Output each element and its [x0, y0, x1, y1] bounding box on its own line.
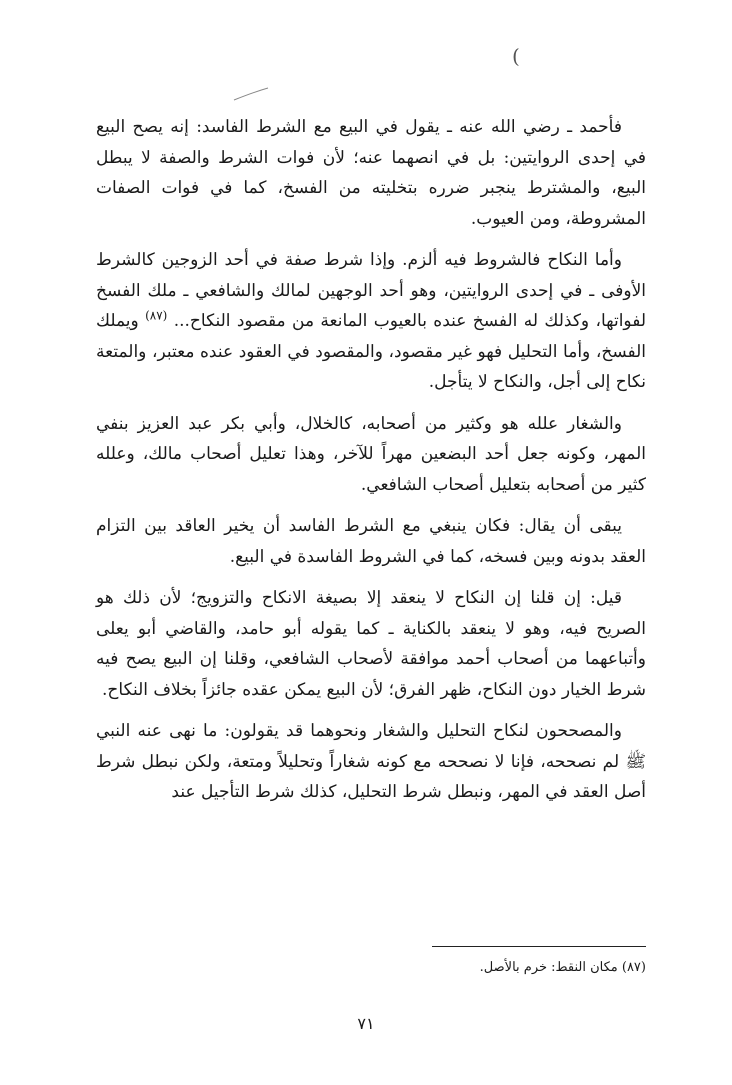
paragraph-2-text: وأما النكاح فالشروط فيه ألزم. وإذا شرط صفة في أحد الزوجين كالشرط الأوفى ـ في إحدى الروايتين، وهو أحد الوجهين لمالك والشافعي ـ ملك الفسخ لفواتها، وكذلك له الفسخ عنده بالعيوب المانعة من مقصود النكاح...: [96, 250, 646, 331]
top-bracket-mark: (: [512, 44, 520, 68]
paragraph-3: والشغار علله هو وكثير من أصحابه، كالخلال، وأبي بكر عبد العزيز بنفي المهر، وكونه جعل أحد البضعين مهراً للآخر، وهذا تعليل أصحاب مالك، وعلله كثير من أصحابه بتعليل أصحاب الشافعي.: [96, 413, 646, 495]
pencil-mark-icon: [232, 86, 272, 104]
paragraph-5: قيل: إن قلنا إن النكاح لا ينعقد إلا بصيغة الانكاح والتزويج؛ لأن ذلك هو الصريح فيه، وهو لا ينعقد بالكناية ـ كما يقوله أبو حامد، والقاضي أبو يعلى وأتباعهما من أصحاب أحمد موافقة لأصحاب الشافعي، وقلنا إن البيع يصح فيه شرط الخيار دون النكاح، ظهر الفرق؛ لأن البيع يمكن عقده جائزاً بخلاف النكاح.: [96, 588, 646, 700]
paragraph-2: [96, 245, 646, 398]
paragraph-4: يبقى أن يقال: فكان ينبغي مع الشرط الفاسد أن يخير العاقد بين التزام العقد بدونه وبين فسخه، كما في الشروط الفاسدة في البيع.: [96, 516, 646, 567]
paragraph-2-tail: ويملك الفسخ، وأما التحليل فهو غير مقصود، والمقصود في العقود عنده معتبر، والمتعة نكاح إلى أجل، والنكاح لا يتأجل.: [96, 311, 646, 392]
page-number: ٧١: [357, 1014, 375, 1033]
footnote-reference[interactable]: (٨٧): [145, 308, 168, 323]
paragraph-6: والمصححون لنكاح التحليل والشغار ونحوهما قد يقولون: ما نهى عنه النبي ﷺ لم نصححه، فإنا لا نصححه مع كونه شغاراً وتحليلاً ومتعة، ولكن نبطل شرط أصل العقد في المهر، ونبطل شرط التحليل، كذلك شرط التأجيل عند: [96, 721, 646, 802]
footnote: (٨٧) مكان النقط: خرم بالأصل.: [479, 960, 646, 975]
main-text: [96, 112, 646, 819]
footnote-divider: [432, 946, 646, 947]
paragraph-1: فأحمد ـ رضي الله عنه ـ يقول في البيع مع الشرط الفاسد: إنه يصح البيع في إحدى الروايتين: بل في انصهما عنه؛ لأن فوات الشرط والصفة لا يبطل البيع، والمشترط ينجبر ضرره بتخليته من الفسخ، كما في فوات الصفات المشروطة، ومن العيوب.: [96, 117, 646, 229]
